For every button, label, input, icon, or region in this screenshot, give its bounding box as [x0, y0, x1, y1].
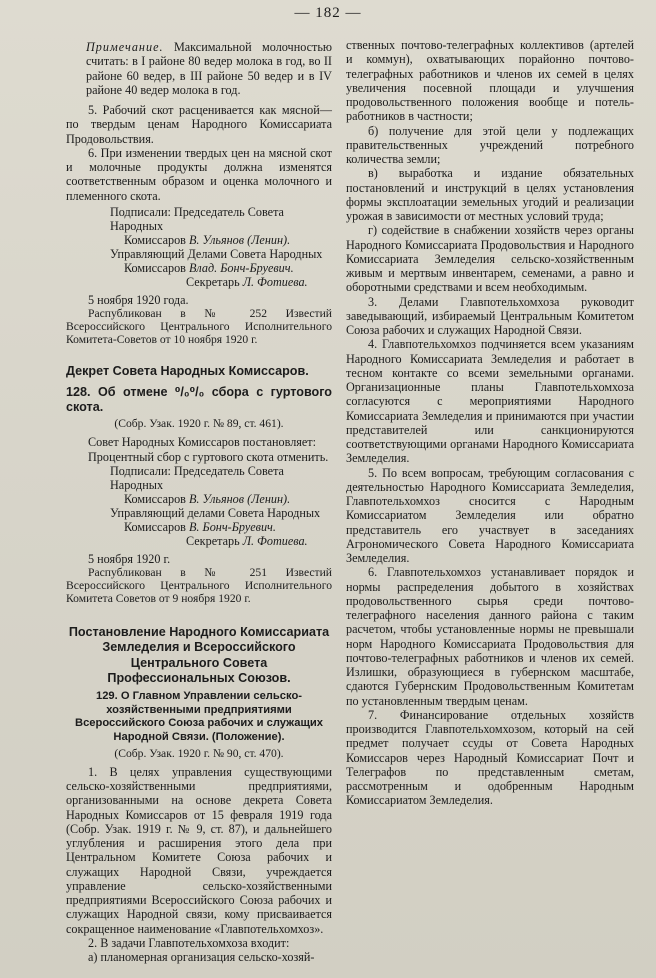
- article-129-item-a: а) планомерная организация сельско-хозяй-: [88, 950, 315, 965]
- article-129-paragraph-2: 2. В задачи Главпотельхомхоза входит:: [88, 935, 290, 950]
- signature-name: Влад. Бонч-Бруевич.: [188, 260, 294, 275]
- paragraph-6: 6. Главпотельхомхоз устанавливает порядок и нормы распределения добытого в хозяйствах продовольственного сырья среди почтово-телеграфного населения данного района с таким расчетом, чтобы установленные нормы не превышали норм Народного Комиссариата Продовольствия для почтово-телеграфных работников и членов их семей. Излишки, образующиеся в губернском масштабе, сдаются Губернским Продовольственным Комитетам по установленным твердым ценам.: [346, 565, 634, 708]
- article-128-title: 128. Об отмене ⁰/₀⁰/₀ сбора с гуртового скота.: [66, 385, 332, 414]
- decree-heading: Декрет Совета Народных Комиссаров.: [66, 364, 309, 378]
- signature-line: Комиссаров В. Ульянов (Ленин).: [124, 491, 291, 506]
- signature-name: В. Ульянов (Ленин).: [188, 491, 291, 506]
- paragraph-5: 5. Рабочий скот расценивается как мясной—по твердым ценам Народного Комиссариата Продовольствия.: [66, 103, 332, 146]
- paragraph-5: 5. По всем вопросам, требующим согласования с деятельностью Народного Комиссариата Земледелия, Главпотельхомхоз сносится с Народным Комиссариатом Земледелия или обратно представитель его участвует в заседаниях Агрономического Совета Народного Комиссариата Земледелия.: [346, 465, 634, 565]
- signature-line: Комиссаров В. Бонч-Бруевич.: [124, 519, 276, 534]
- item-g: г) содействие в снабжении хозяйств через органы Народного Комиссариата Продовольствия и Народного Комиссариата Земледелия сельско-хозяйственным живым и мертвым инвентарем, семенами, а равно и оборотными средствами и всем необходимым.: [346, 223, 634, 295]
- paragraph-7: 7. Финансирование отдельных хозяйств производится Главпотельхомхозом, который на сей предмет получает ссуды от Совета Народных Комиссаров через Народный Комиссариат Почт и Телеграфов по представленным сметам, рассмотренным и одобренным Народным Комиссариатом Земледелия.: [346, 707, 634, 808]
- milk-note: [66, 40, 332, 97]
- article-128-source: (Собр. Узак. 1920 г. № 89, ст. 461).: [114, 417, 284, 430]
- article-128-text-1: Совет Народных Комиссаров постановляет:: [88, 435, 317, 450]
- signature-line: Секретарь Л. Фотиева.: [186, 274, 308, 289]
- signature-line: Подписали: Председатель Совета Народных: [110, 204, 284, 233]
- item-v: в) выработка и издание обязательных постановлений и инструкций в целях установления формы эксплоатации земельных угодий и реализации урожая в зависимости от местных условий труда;: [346, 166, 634, 223]
- left-column: [66, 40, 332, 964]
- signature-line: Управляющий Делами Совета Народных: [110, 246, 323, 261]
- publication-note-2: Распубликован в № 251 Известий Всероссийского Центрального Исполнительного Комитета Советов от 9 ноября 1920 г.: [66, 566, 332, 605]
- item-a-continued: ственных почтово-телеграфных коллективов (артелей и коммун), охватывающих порайонно почтово-телеграфных работников и членов их семей в целях увеличения посевной площади и улучшения продовольственного положения вообще и потель-работников в частности;: [346, 38, 634, 124]
- article-128-text-2: Процентный сбор с гуртового скота отменить.: [88, 449, 329, 464]
- signature-name: В. Ульянов (Ленин).: [188, 232, 291, 247]
- signature-line: Комиссаров Влад. Бонч-Бруевич.: [124, 260, 294, 275]
- paragraph-4: 4. Главпотельхомхоз подчиняется всем указаниям Народного Комиссариата Земледелия и работает в тесном контакте со всеми земельными органами. Организационные планы Главпотельхомхоза согласуются с мероприятиями Народного Комиссариата Земледелия и принимаются при участии представителей или санкционируются соответствующими органами Народного Комиссариата Земледелия.: [346, 337, 634, 466]
- right-column: [346, 38, 634, 808]
- signature-name: Л. Фотиева.: [242, 274, 308, 289]
- page-number: — 182 —: [294, 5, 362, 21]
- signature-line: Управляющий делами Совета Народных: [110, 505, 321, 520]
- resolution-heading: Постановление Народного Комиссариата Земледелия и Всероссийского Центрального Совета Профессиональных Союзов.: [68, 625, 330, 685]
- signature-name: В. Бонч-Бруевич.: [188, 519, 276, 534]
- signatures-2: [66, 464, 332, 548]
- article-129-title: 129. О Главном Управлении сельско-хозяйственными предприятиями Всероссийского Союза рабочих и служащих Народной Связи. (Положение).: [75, 690, 323, 743]
- paragraph-6: 6. При изменении твердых цен на мясной скот и молочные продукты должна изменятся соответственным образом и оценка молочного и племенного скота.: [66, 145, 332, 203]
- publication-note-1: Распубликован в № 252 Известий Всероссийского Центрального Исполнительного Комитета-Советов от 10 ноября 1920 г.: [66, 307, 332, 346]
- article-129-source: (Собр. Узак. 1920 г. № 90, ст. 470).: [114, 746, 284, 760]
- date-2: 5 ноября 1920 г.: [88, 551, 171, 566]
- signatures-1: [66, 205, 332, 289]
- paragraph-3: 3. Делами Главпотельхомхоза руководит заведывающий, избираемый Центральным Комитетом Союза рабочих и служащих Народной Связи.: [346, 294, 634, 337]
- signature-line: Подписали: Председатель Совета Народных: [110, 463, 284, 492]
- signature-line: Секретарь Л. Фотиева.: [186, 533, 308, 548]
- signature-line: Комиссаров В. Ульянов (Ленин).: [124, 232, 291, 247]
- date-1: 5 ноября 1920 года.: [88, 292, 189, 307]
- note-label: Примечание.: [86, 40, 164, 54]
- note-text: Максимальной молочностью считать: в I районе 80 ведер молока в год, во II районе 60 ведер, в III районе 50 ведер и в IV районе 40 ведер молока в год.: [86, 40, 333, 97]
- item-b: б) получение для этой цели у подлежащих правительственных учреждений потребного количества земли;: [346, 123, 634, 166]
- signature-name: Л. Фотиева.: [242, 533, 308, 548]
- article-129-paragraph-1: 1. В целях управления существующими сельско-хозяйственными предприятиями, организованными на основе декрета Совета Народных Комиссаров от 15 февраля 1919 года (Собр. Узак. 1919 г. № 9, ст. 87), и дальнейшего углубления и расширения этого дела при Центральном Комитете Союза рабочих и служащих Народной Связи, учреждается управление сельско-хозяйственными предприятиями Всероссийского Союза рабочих и служащих Народной связи, кому присваивается сокращенное наименование «Главпотельхомхоз».: [66, 764, 332, 936]
